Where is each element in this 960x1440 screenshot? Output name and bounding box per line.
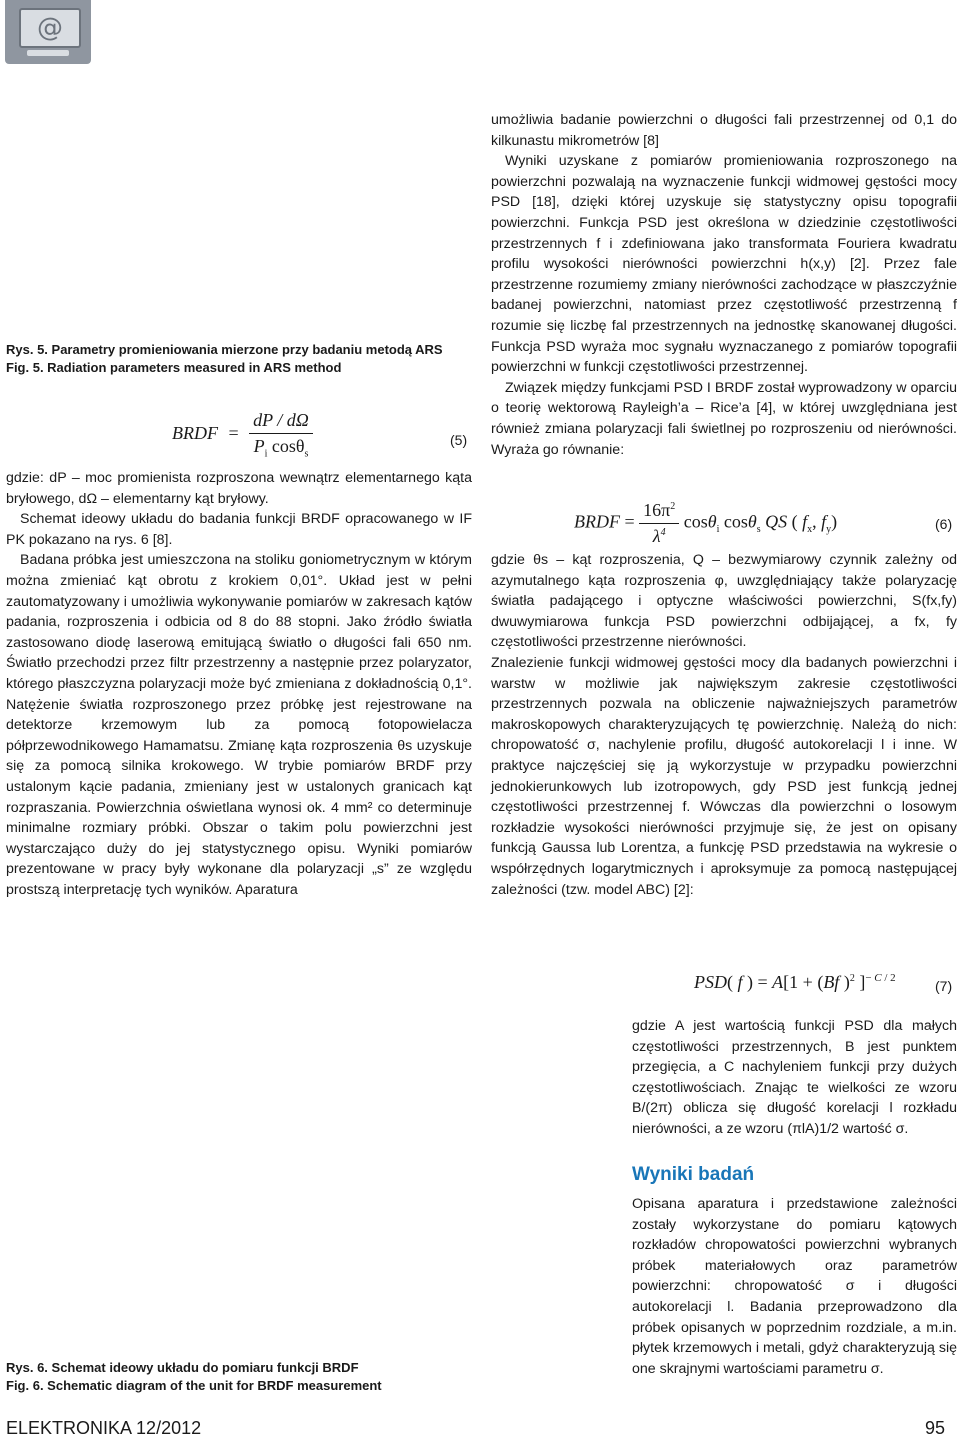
- logo-stand: [27, 50, 69, 56]
- equation-7: PSD( f ) = A[1 + (Bf )$^2$ ]$^{- C / 2}$: [694, 972, 896, 992]
- right-paragraph-7: Opisana aparatura i przedstawione zależności zostały wykorzystane do pomiaru kątowych rozkładów chropowatości powierzchni wybranych próbek materiałowych oraz parametrów powierzchni: chropowatość σ i długości autokorelacji l. Badania przeprowadzono dla próbek opisanych w poprzednim rozdziale, a m.in. płytek krzemowych i metali, gdyż charakteryzują się one skrajnymi wartościami parametru σ.: [632, 1196, 957, 1377]
- eq5-numerator: dP / dΩ: [249, 410, 313, 434]
- fig6-caption-pl: Rys. 6. Schemat ideowy układu do pomiaru funkcji BRDF: [6, 1360, 359, 1375]
- journal-logo: [5, 0, 91, 64]
- left-paragraph-3: Badana próbka jest umieszczona na stoliku goniometrycznym w którym można zmieniać kąt obrotu z krokiem 0,01°. Układ jest w pełni zautomatyzowany i umożliwia wykonywanie pomiarów w zakresach kątów padania, rozproszenia i odbicia od 8 do 88 stopni. Jako źródło światła zastosowano diodę laserową emitującą światło o długości fali 650 nm. Światło przechodzi przez filtr przestrzenny a następnie przez polaryzator, którego płaszczyzna polaryzacji może być zmieniana z dokładnością 0,1°. Natężenie światła rozproszonego przez próbkę jest rejestrowane na detektorze krzemowym lub za pomocą fotopowielacza półprzewodnikowego Hamamatsu. Zmianę kąta rozproszenia θs uzyskuje się za pomocą silnika krokowego. W trybie pomiarów BRDF przy ustalonym kącie padania, zmieniany jest w ustalonych granicach kąt rozpraszania. Powierzchnia oświetlana wynosi ok. 4 mm² co determinuje minimalne rozmiary próbki. Obszar o takim polu powierzchni jest wystarczająco duży do jej statystycznego opisu. Wyniki pomiarów prezentowane w pracy były wykonane dla polaryzacji „s” ze względu prostszą interpretację tych wyników. Aparatura: [6, 552, 472, 898]
- left-paragraph-2: Schemat ideowy układu do badania funkcji BRDF opracowanego w IF PK pokazano na rys. 6 [8].: [6, 511, 472, 548]
- eq5-label: (5): [450, 432, 468, 448]
- eq5-fraction: [249, 410, 313, 460]
- left-paragraph-1: gdzie: dP – moc promienista rozproszona wewnątrz elementarnego kąta bryłowego, dΩ – elementarny kąt bryłowy.: [6, 470, 472, 507]
- equation-5: BRDF = $\frac{dP / d\Omega}{P_i \cos\theta_s}$: [172, 410, 313, 460]
- footer-page-number: 95: [925, 1418, 946, 1438]
- right-column-bottom: [632, 1194, 957, 1379]
- eq6-label: (6): [935, 516, 953, 532]
- right-paragraph-4: gdzie θs – kąt rozproszenia, Q – bezwymiarowy czynnik zależny od azymutalnego kąta rozproszenia φ, uwzględniający także polaryzację światła padającego i optyczne właściwości powierzchni, S(fx,fy) dwuwymiarowa funkcja PSD powierzchni odbijającej, a fx, fy częstotliwości przestrzenne nierówności.: [491, 552, 957, 651]
- at-sign-icon: @: [19, 8, 81, 48]
- right-column-top: [491, 110, 957, 460]
- right-paragraph-5: Znalezienie funkcji widmowej gęstości mocy dla badanych powierzchni i warstw w możliwie jak największym zakresie częstotliwości przestrzennych pozwala na obliczenie najważniejszych parametrów makroskopowych charakteryzujących tę powierzchnię. Należą do nich: chropowatość σ, nachylenie profilu, długość autokorelacji l i inne. W praktyce najczęściej się ją wykorzystuje w przypadku powierzchni jednokierunkowych lub izotropowych, gdy PSD jest funkcją jednej częstotliwości przestrzennej f. Wówczas dla powierzchni o losowym rozkładzie wysokości nierówności przyjmuje się, że jest on opisany funkcją Gaussa lub Lorentza, a funkcję PSD przedstawia na wykresie o współrzędnych logarytmicznych i aproksymuje za pomocą następującej zależności (tzw. model ABC) [2]:: [491, 654, 957, 898]
- eq5-lhs: BRDF: [172, 422, 218, 443]
- fig6-captions: [6, 1360, 566, 1394]
- right-paragraph-2: Wyniki uzyskane z pomiarów promieniowania rozproszonego na powierzchni pozwalają na wyznaczenie funkcji widmowej gęstości mocy PSD [18], dzięki której uzyskuje się statystyczny opisu topografii powierzchni. Funkcja PSD jest określona w dziedzinie częstotliwości przestrzennych f i zdefiniowana jako transformata Fouriera kwadratu profilu wysokości nierówności powierzchni h(x,y) [2]. Przez fale przestrzenne rozumiemy zmiany nierówności zachodzące w płaszczyźnie badanej powierzchni, natomiast przez częstotliwość przestrzenną f rozumie się liczbę fal przestrzennych na jednostkę skanowanej długości. Funkcja PSD wyraża moc sygnału wyznaczanego z pomiarów topografii powierzchni w funkcji częstotliwości przestrzennej.: [491, 153, 957, 376]
- right-paragraph-3: Związek między funkcjami PSD I BRDF został wyprowadzony w oparciu o teorię wektorową Rayleigh’a – Rice’a [4], w której uwzględniana jest również zmiana polaryzacji fali świetlnej po rozproszeniu od nierówności. Wyraża go równanie:: [491, 379, 957, 458]
- fig5-caption-en: Fig. 5. Radiation parameters measured in ARS method: [6, 360, 342, 375]
- footer-journal: ELEKTRONIKA 12/2012: [6, 1418, 202, 1438]
- left-column: [6, 468, 472, 900]
- equation-6: BRDF = $\frac{16\pi^2}{\lambda^4}$ cosθ$_i$ cosθ$_s$ QS ( $f_x$, $f_y$): [574, 500, 838, 546]
- fig5-caption-pl: Rys. 5. Parametry promieniowania mierzone przy badaniu metodą ARS: [6, 342, 443, 357]
- eq5-denominator: $P_i$ cosθ$_s$: [253, 436, 309, 460]
- fig6-caption-en: Fig. 6. Schematic diagram of the unit for BRDF measurement: [6, 1378, 382, 1393]
- right-paragraph-6: gdzie A jest wartością funkcji PSD dla małych częstotliwości przestrzennych, B jest punktem przegięcia, a C nachyleniem funkcji przy dużych częstotliwościach. Znając te wielkości ze wzoru B/(2π) oblicza się długość korelacji l rozkładu nierówności, a ze wzoru (πlA)1/2 wartość σ.: [632, 1018, 957, 1137]
- right-column-middle: [491, 550, 957, 900]
- right-column-lower: [632, 1016, 957, 1140]
- fig5-captions: [6, 342, 476, 376]
- eq7-label: (7): [935, 978, 953, 994]
- right-paragraph-1: umożliwia badanie powierzchni o długości fali przestrzennej od 0,1 do kilkunastu mikrometrów [8]: [491, 112, 957, 149]
- section-heading: Wyniki badań: [632, 1164, 755, 1185]
